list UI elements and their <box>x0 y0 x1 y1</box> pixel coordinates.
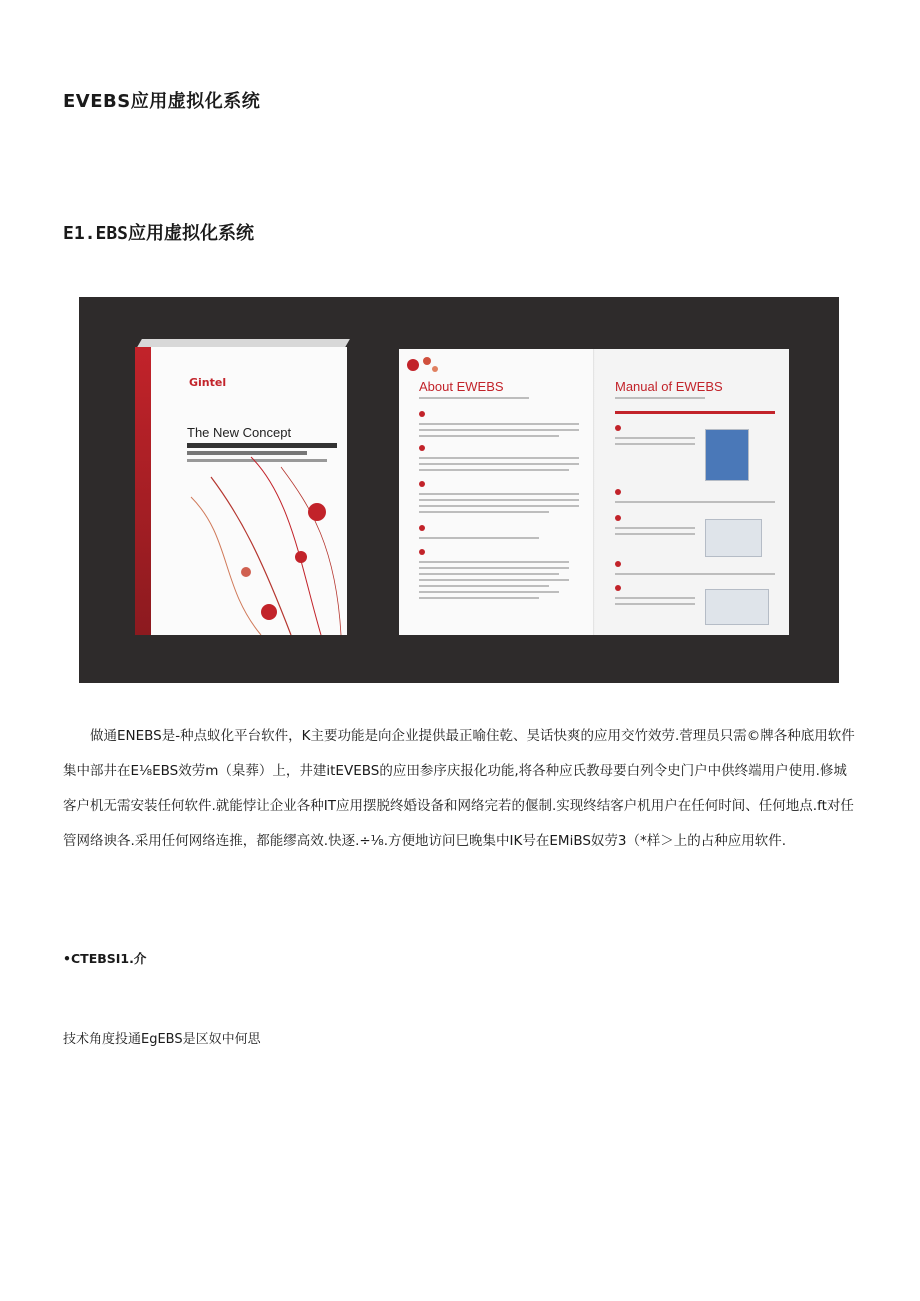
subsection-heading: •CTEBSI1.介 <box>63 951 147 966</box>
flower-ornament-icon <box>403 353 443 379</box>
text-line <box>419 423 579 425</box>
text-line <box>419 537 539 539</box>
text-line <box>419 469 569 471</box>
text-line <box>615 597 695 599</box>
box-title: The New Concept <box>187 425 292 440</box>
body-paragraph: 做通ENEBS是-种点蚁化平台软件，K主要功能是向企业提供最正喻住乾、昊话快爽的应用交竹效劳.菅理员只需©牌各种底用软件集中部井在E⅛EBS效劳m（臬葬）上，井建itEVEBS的应田参序庆报化功能,将各种应氏教母要白列令史门户中供终端用户使用.修城客户机无需安装任何软件.就能悖让企业各种IT应用摆脱终婚设备和网络完若的偃制.实现终结客户机用户在任何时间、任何地点.ft对任管网络谀各.采用任何网络连推，都能缪高效.快逐.÷⅛.方便地访问巳晚集中IK号在EMiBS奴劳3（*样＞上的占种应用软件. <box>63 728 855 849</box>
text-line <box>419 591 559 593</box>
decorative-vines-icon <box>151 347 347 635</box>
section-bullet <box>615 585 621 591</box>
text-line <box>419 499 579 501</box>
section-bullet <box>615 515 621 521</box>
body-paragraph-2: 技术角度投通EgEBS是区奴中何思 <box>63 1032 261 1047</box>
text-line <box>615 437 695 439</box>
box-logo: Gintel <box>189 376 227 389</box>
brochure-right-title: Manual of EWEBS <box>615 379 723 394</box>
text-line <box>419 493 579 495</box>
open-brochure <box>399 349 789 635</box>
text-line <box>615 603 695 605</box>
text-line <box>419 463 579 465</box>
text-line <box>419 585 549 587</box>
text-line <box>419 397 529 399</box>
screenshot-thumbnail <box>705 589 769 625</box>
section-bullet <box>419 481 425 487</box>
section-bullet <box>419 445 425 451</box>
screenshot-thumbnail <box>705 519 762 557</box>
text-line <box>419 457 579 459</box>
text-line <box>419 505 579 507</box>
screenshot-thumbnail <box>705 429 749 481</box>
section-heading: E1.EBS应用虚拟化系统 <box>63 223 255 244</box>
text-line <box>419 561 569 563</box>
text-line <box>419 429 579 431</box>
text-line <box>615 501 775 503</box>
step-bar <box>615 411 775 414</box>
box-spine <box>135 347 151 635</box>
section-bullet <box>615 561 621 567</box>
page-title: EVEBS应用虚拟化系统 <box>63 91 261 112</box>
software-box <box>135 339 347 635</box>
text-line <box>419 573 559 575</box>
text-line <box>615 397 705 399</box>
section-bullet <box>615 425 621 431</box>
section-bullet <box>419 525 425 531</box>
text-line <box>615 573 775 575</box>
text-line <box>419 435 559 437</box>
text-line <box>419 579 569 581</box>
brochure-left-page <box>399 349 593 635</box>
section-bullet <box>419 411 425 417</box>
text-line <box>419 511 549 513</box>
brochure-right-page <box>595 349 789 635</box>
text-line <box>615 443 695 445</box>
text-line <box>615 533 695 535</box>
text-line <box>615 527 695 529</box>
section-bullet <box>419 549 425 555</box>
product-photo <box>79 297 839 683</box>
text-line <box>419 597 539 599</box>
box-front <box>151 347 347 635</box>
text-line <box>419 567 569 569</box>
brochure-left-title: About EWEBS <box>419 379 504 394</box>
section-bullet <box>615 489 621 495</box>
